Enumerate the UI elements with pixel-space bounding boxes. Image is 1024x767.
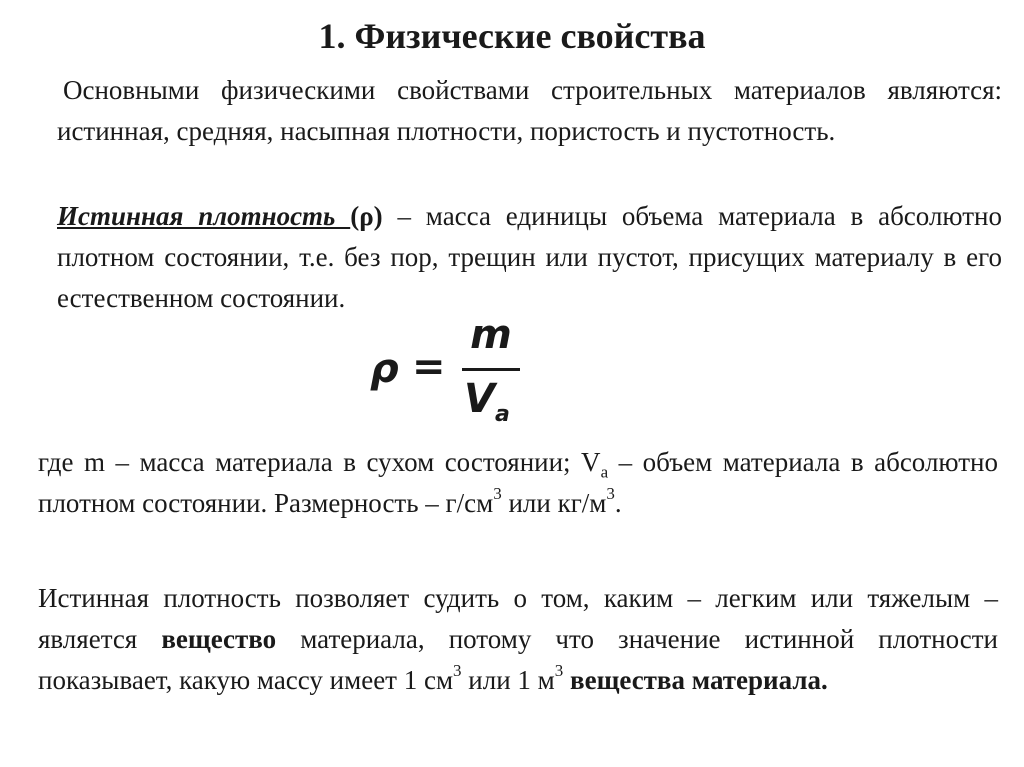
explanation-part1: где m – масса материала в сухом состоянии; V	[38, 447, 601, 477]
conclusion-bold1: вещество	[161, 624, 277, 654]
explanation-sup2: 3	[606, 484, 615, 503]
explanation-part3: или кг/м	[501, 488, 607, 518]
conclusion-paragraph	[38, 578, 998, 701]
formula-denominator	[464, 376, 510, 427]
explanation-sup1: 3	[493, 484, 502, 503]
conclusion-part2: материала, потому что значение истинной плотности показывает, какую массу имеет 1 см	[38, 624, 998, 695]
conclusion-part3: или 1 м	[461, 665, 555, 695]
conclusion-sup2: 3	[554, 661, 564, 680]
density-formula	[370, 312, 540, 427]
formula-denominator-main: V	[464, 376, 495, 422]
explanation-sub-a: а	[600, 462, 609, 482]
definition-text: – масса единицы объема материала в абсолютно плотном состоянии, т.е. без пор, трещин или пустот, присущих материалу в его естественном состоянии.	[57, 201, 1002, 313]
formula-equals: =	[412, 344, 446, 390]
formula-denominator-sub: a	[494, 402, 510, 427]
conclusion-bold2: вещества материала.	[570, 665, 828, 695]
formula-lhs: ρ	[370, 346, 399, 392]
fraction-bar	[462, 368, 520, 371]
explanation-part4: .	[614, 488, 622, 518]
definition-paragraph	[57, 196, 1002, 319]
intro-paragraph	[57, 70, 1002, 152]
conclusion-sup1: 3	[453, 661, 462, 680]
definition-term: Истинная плотность	[57, 201, 351, 231]
explanation-paragraph	[38, 442, 998, 524]
page-title: 1. Физические свойства	[318, 16, 706, 56]
intro-text: Основными физическими свойствами строительных материалов являются: истинная, средняя, насыпная плотности, пористость и пустотность.	[57, 75, 1002, 146]
conclusion-part1: Истинная плотность позволяет судить о том, каким – легким или тяжелым – является	[38, 583, 998, 654]
formula-numerator: m	[470, 312, 512, 358]
definition-symbol: (ρ)	[350, 201, 383, 231]
conclusion-part4	[563, 665, 570, 695]
explanation-part2: – объем материала в абсолютно плотном состоянии. Размерность – г/см	[38, 447, 998, 518]
